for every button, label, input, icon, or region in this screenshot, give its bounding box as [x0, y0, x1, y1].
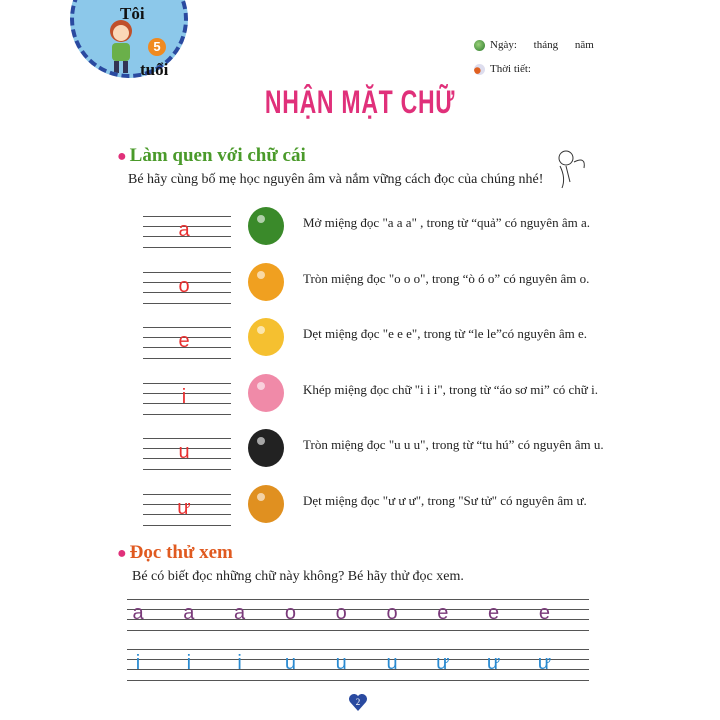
practice-letter: u — [284, 652, 296, 674]
practice-letter: a — [132, 602, 144, 624]
practice-letter: i — [237, 652, 242, 674]
bird-icon — [243, 423, 289, 469]
practice-letter: e — [538, 602, 550, 624]
weather-label: Thời tiết: — [490, 63, 531, 75]
badge-word-toi: Tôi — [120, 4, 145, 23]
section1-instruction: Bé hãy cùng bố mẹ học nguyên âm và nắm vững cách đọc của chúng nhé! — [128, 172, 544, 187]
vowel-description: Dẹt miệng đọc "ư ư ư", trong "Sư tử" có nguyên âm ư. — [303, 492, 587, 508]
practice-letter: o — [386, 602, 398, 624]
section2-instruction: Bé có biết đọc những chữ này không? Bé hãy thử đọc xem. — [132, 569, 464, 584]
practice-letter: o — [284, 602, 296, 624]
page-title: NHẬN MẶT CHỮ — [264, 84, 456, 120]
practice-guide-line — [127, 649, 589, 650]
vowel-description: Mở miệng đọc "a a a" , trong từ “quả” có nguyên âm a. — [303, 215, 590, 230]
practice-guide-line — [127, 599, 589, 600]
guide-line — [143, 383, 231, 384]
shirt-icon — [243, 368, 289, 414]
section2-heading — [117, 542, 233, 564]
guide-line — [143, 247, 231, 248]
practice-guide-line — [127, 680, 589, 681]
vowel-letter: ư — [177, 496, 191, 519]
section1-heading-text: Làm quen với chữ cái — [129, 145, 306, 166]
practice-letter: u — [386, 652, 398, 674]
vowel-letter: a — [178, 219, 190, 241]
guide-line — [143, 272, 231, 273]
guide-line — [143, 494, 231, 495]
practice-letter: i — [135, 652, 141, 674]
vowel-description: Khép miệng đọc chữ "i i i", trong từ “áo sơ mi” có chữ i. — [303, 381, 598, 397]
practice-letter: o — [335, 602, 347, 624]
duck-icon — [243, 312, 289, 358]
date-label: Ngày: — [490, 39, 517, 51]
vowel-letter: e — [178, 330, 190, 352]
section1-heading — [117, 145, 306, 167]
vowel-description: Tròn miệng đọc "o o o", trong “ò ó o” có nguyên âm o. — [303, 270, 590, 286]
vowel-letter: o — [178, 274, 190, 297]
practice-letter: e — [437, 602, 449, 624]
year-label: năm — [574, 39, 594, 51]
practice-letter: ư — [537, 652, 552, 674]
section2-heading-text: Đọc thử xem — [129, 542, 233, 563]
practice-letter: ư — [486, 652, 501, 674]
lion-icon — [243, 479, 289, 525]
child-illustration — [104, 19, 138, 75]
month-label: tháng — [533, 39, 559, 51]
bullet-icon: ● — [117, 545, 127, 562]
guide-line — [143, 525, 231, 526]
practice-letter: a — [183, 602, 195, 624]
guide-line — [143, 327, 231, 328]
watermelon-icon — [243, 201, 289, 247]
weather-icon — [474, 64, 485, 75]
guide-line — [143, 414, 231, 415]
practice-letter: ư — [436, 652, 450, 674]
vowel-description: Tròn miệng đọc "u u u", trong từ “tu hú” có nguyên âm u. — [303, 437, 604, 452]
globe-icon — [474, 40, 485, 51]
bullet-icon: ● — [117, 148, 127, 165]
guide-line — [143, 303, 231, 304]
practice-guide-line — [127, 630, 589, 631]
practice-letter: i — [186, 652, 192, 674]
practice-letter: u — [335, 652, 347, 674]
date-field — [474, 39, 594, 51]
rooster-icon — [243, 257, 289, 303]
vowel-letter: i — [181, 385, 187, 408]
vowel-description: Dẹt miệng đọc "e e e", trong từ “le le”có nguyên âm e. — [303, 326, 588, 341]
guide-line — [143, 469, 231, 470]
guide-line — [143, 358, 231, 359]
badge-number: 5 — [148, 38, 166, 56]
weather-field — [474, 63, 531, 75]
guide-line — [143, 216, 231, 217]
practice-letter: e — [488, 602, 500, 624]
page-number: 2 — [355, 697, 361, 707]
vowel-letter: u — [178, 441, 190, 463]
guide-line — [143, 438, 231, 439]
badge-word-tuoi: tuổi — [140, 60, 169, 79]
cupid-icon — [552, 148, 588, 190]
practice-letter: a — [234, 602, 246, 624]
